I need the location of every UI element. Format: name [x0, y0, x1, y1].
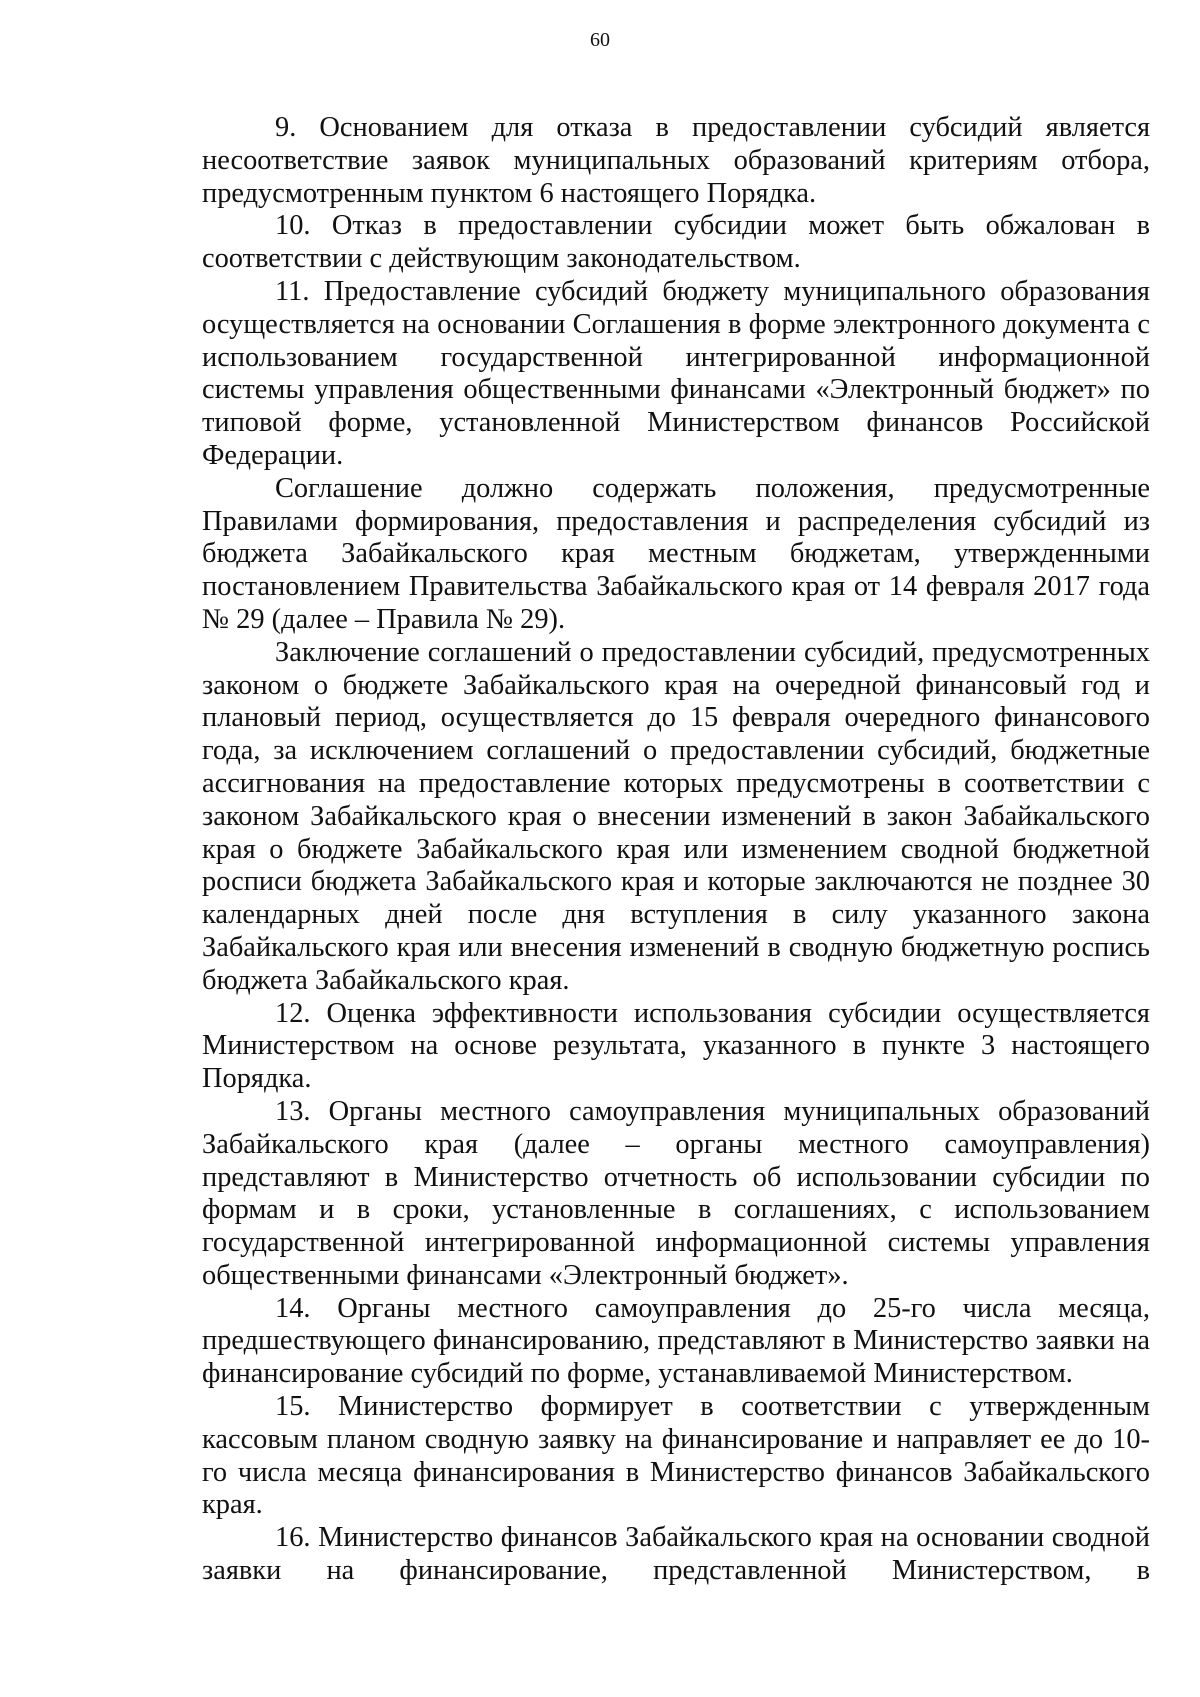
- document-body: [202, 112, 1150, 1588]
- paragraph-agreement-deadline: Заключение соглашений о предоставлении субсидий, предусмотренных законом о бюджете Забайкальского края на очередной финансовый год и плановый период, осуществляется до 15 февраля очередного финансового года, за исключением соглашений о предоставлении субсидий, бюджетные ассигнования на предоставление которых предусмотрены в соответствии с законом Забайкальского края о внесении изменений в закон Забайкальского края о бюджете Забайкальского края или изменением сводной бюджетной росписи бюджета Забайкальского края и которые заключаются не позднее 30 календарных дней после дня вступления в силу указанного закона Забайкальского края или внесения изменений в сводную бюджетную роспись бюджета Забайкальского края.: [202, 636, 1150, 996]
- paragraph-15: 15. Министерство формирует в соответствии с утвержденным кассовым планом сводную заявку на финансирование и направляет ее до 10-го числа месяца финансирования в Министерство финансов Забайкальского края.: [202, 1391, 1150, 1521]
- paragraph-14: 14. Органы местного самоуправления до 25-го числа месяца, предшествующего финансированию, представляют в Министерство заявки на финансирование субсидий по форме, устанавливаемой Министерством.: [202, 1292, 1150, 1390]
- paragraph-12: 12. Оценка эффективности использования субсидии осуществляется Министерством на основе результата, указанного в пункте 3 настоящего Порядка.: [202, 997, 1150, 1095]
- paragraph-11: 11. Предоставление субсидий бюджету муниципального образования осуществляется на основании Соглашения в форме электронного документа с использованием государственной интегрированной информационной системы управления общественными финансами «Электронный бюджет» по типовой форме, установленной Министерством финансов Российской Федерации.: [202, 275, 1150, 471]
- paragraph-9: 9. Основанием для отказа в предоставлении субсидий является несоответствие заявок муниципальных образований критериям отбора, предусмотренным пунктом 6 настоящего Порядка.: [202, 112, 1150, 209]
- page-number: 60: [590, 29, 610, 51]
- paragraph-10: 10. Отказ в предоставлении субсидии может быть обжалован в соответствии с действующим законодательством.: [202, 210, 1150, 275]
- paragraph-16: 16. Министерство финансов Забайкальского края на основании сводной заявки на финансирование, представленной Министерством, в: [202, 1522, 1150, 1587]
- paragraph-agreement-contents: Соглашение должно содержать положения, предусмотренные Правилами формирования, предоставления и распределения субсидий из бюджета Забайкальского края местным бюджетам, утвержденными постановлением Правительства Забайкальского края от 14 февраля 2017 года № 29 (далее – Правила № 29).: [202, 472, 1150, 635]
- paragraph-13: 13. Органы местного самоуправления муниципальных образований Забайкальского края (далее – органы местного самоуправления) представляют в Министерство отчетность об использовании субсидии по формам и в сроки, установленные в соглашениях, с использованием государственной интегрированной информационной системы управления общественными финансами «Электронный бюджет».: [202, 1095, 1150, 1291]
